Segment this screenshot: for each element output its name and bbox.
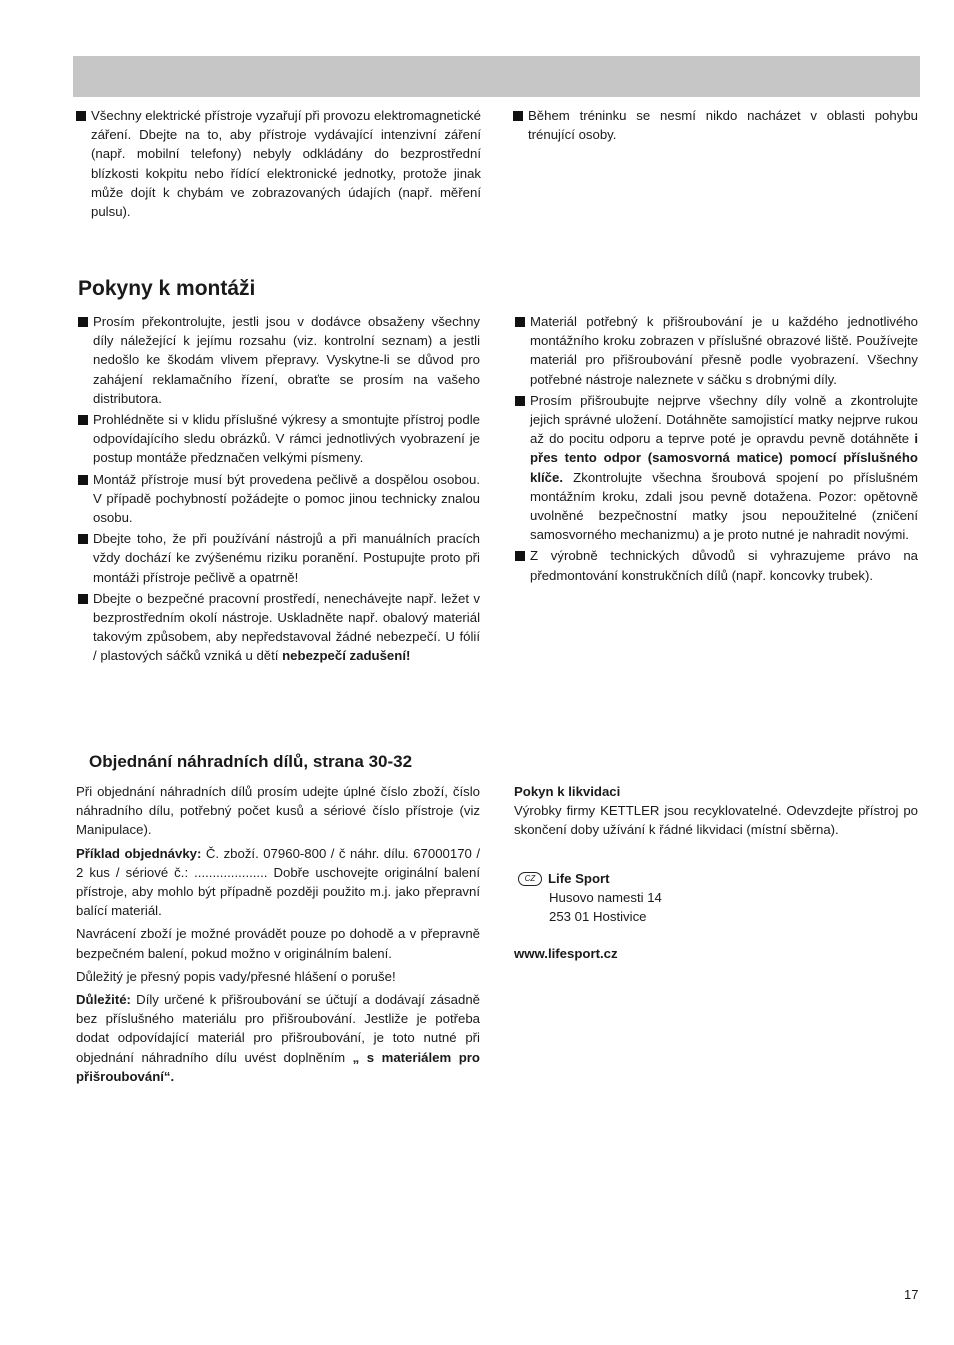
bullet-square-icon (78, 594, 88, 604)
bullet-square-icon (76, 111, 86, 121)
bullet-square-icon (78, 475, 88, 485)
montaz-title: Pokyny k montáži (78, 277, 256, 300)
bullet-square-icon (515, 396, 525, 406)
montaz-bullet-5: Dbejte o bezpečné pracovní prostředí, nenechávejte např. ležet v bezprostředním okolí nástroje. Uskladněte např. obalový materiál takovým způsobem, aby nepředstavoval žádné nebezpečí. U fólií / plastových sáčků vzniká u dětí nebezpečí zadušení! (77, 589, 480, 666)
top-left-column (75, 106, 481, 223)
page-number: 17 (904, 1287, 919, 1302)
company-name: Life Sport (548, 870, 610, 886)
order-title: Objednání náhradních dílů, strana 30-32 (89, 752, 413, 771)
montaz-right-bullet-1: Materiál potřebný k přišroubování je u každého jednotlivého montážního kroku zobrazen v příslušné obrazové liště. Používejte materiál pro přišroubování přesně podle vyobrazení. Všechny potřebné nástroje naleznete v sáčku s drobnými díly. (514, 312, 918, 389)
top-right-column (512, 106, 918, 146)
order-p4: Důležitý je přesný popis vady/přesné hlášení o poruše! (76, 968, 396, 984)
montaz-bullet-3: Montáž přístroje musí být provedena pečlivě a dospělou osobou. V případě pochybností požádejte o pomoc jinou technicky znalou osobu. (77, 470, 480, 528)
bullet-square-icon (78, 415, 88, 425)
montaz-bullet-1: Prosím překontrolujte, jestli jsou v dodávce obsaženy všechny díly náležející k jejímu rozsahu (viz. kontrolní seznam) a jestli nedošlo ke škodám vlivem přepravy. Vyskytne-li se důvod pro zahájení reklamačního řízení, obraťte se prosím na vašeho distributora. (77, 312, 480, 408)
website-link[interactable]: www.lifesport.cz (514, 946, 618, 962)
bullet-square-icon (78, 317, 88, 327)
address-block (514, 869, 918, 927)
montaz-right-bullet-3: Z výrobně technických důvodů si vyhrazujeme právo na předmontování konstrukčních dílů (např. koncovky trubek). (514, 546, 918, 584)
montaz-right-column (514, 312, 918, 587)
disposal-column (514, 782, 918, 963)
bullet-square-icon (513, 111, 523, 121)
bullet-training: Během tréninku se nesmí nikdo nacházet v oblasti pohybu trénující osoby. (512, 106, 918, 144)
order-p1: Při objednání náhradních dílů prosím udejte úplné číslo zboží, číslo náhradního dílu, potřebný počet kusů a sériové číslo přístroje (viz Manipulace). (76, 784, 480, 838)
montaz-bullet-4: Dbejte toho, že při používání nástrojů a při manuálních pracích vždy dochází ke zvýšenému riziku poranění. Postupujte proto při montáži přístroje pečlivě a opatrně! (77, 529, 480, 587)
order-column (76, 782, 480, 1090)
address-city: 253 01 Hostivice (549, 909, 647, 925)
bullet-square-icon (515, 551, 525, 561)
bullet-square-icon (515, 317, 525, 327)
order-example: Příklad objednávky: Č. zboží. 07960-800 / č náhr. dílu. 67000170 / 2 kus / sériové č.: .................... Dobře uschovejte originální balení přístroje, aby mohlo být případně později použito m.j. jako přepravní balící materiál. (76, 845, 481, 919)
order-p3: Navrácení zboží je možné provádět pouze po dohodě a v přepravně bezpečném balení, pokud možno v originálním balení. (76, 926, 480, 961)
header-bar (73, 56, 920, 97)
disposal-text: Výrobky firmy KETTLER jsou recyklovatelné. Odevzdejte přístroj po skončení doby užívání k řádné likvidaci (místní sběrna). (514, 803, 918, 838)
disposal-title: Pokyn k likvidaci (514, 784, 621, 799)
bullet-emf: Všechny elektrické přístroje vyzařují při provozu elektromagnetické záření. Dbejte na to, aby přístroje vydávající intenzivní záření (např. mobilní telefony) nebyly odkládány do bezprostřední blízkosti kokpitu nebo řídící elektronické jednotky, protože jinak může dojít k chybám ve zobrazovaných údajích (např. měření pulsu). (75, 106, 481, 221)
montaz-right-bullet-2: Prosím přišroubujte nejprve všechny díly volně a zkontrolujte jejich správné uložení. Dotáhněte samojistící matky nejprve rukou až do pocitu odporu a teprve poté je opravdu pevně dotáhněte i přes tento odpor (samosvorná matice) pomocí příslušného klíče. Zkontrolujte všechna šroubová spojení po příslušném montážním kroku, zdali jsou pevně dotažena. Pozor: opětovně uvolněné bezpečnostní matky jsou nepoužitelné (zničení samosvorného mechanizmu) a je proto nutné je nahradit novými. (514, 391, 918, 545)
montaz-left-column (77, 312, 480, 668)
montaz-bullet-2: Prohlédněte si v klidu příslušné výkresy a smontujte přístroj podle odpovídajícího sledu obrázků. V rámci jednotlivých vyobrazení je postup montáže předznačen velkými písmeny. (77, 410, 480, 468)
country-badge-icon: CZ (518, 872, 542, 886)
bullet-square-icon (78, 534, 88, 544)
order-p5: Důležité: Díly určené k přišroubování se účtují a dodávají zásadně bez příslušného materiálu pro přišroubování. Jestliže je potřeba dodat odpovídající materiál pro přišroubování, je toto nutné při objednání náhradního dílu uvést doplněním „ s materiálem pro přišroubování“. (76, 992, 480, 1084)
address-street: Husovo namesti 14 (549, 889, 662, 905)
